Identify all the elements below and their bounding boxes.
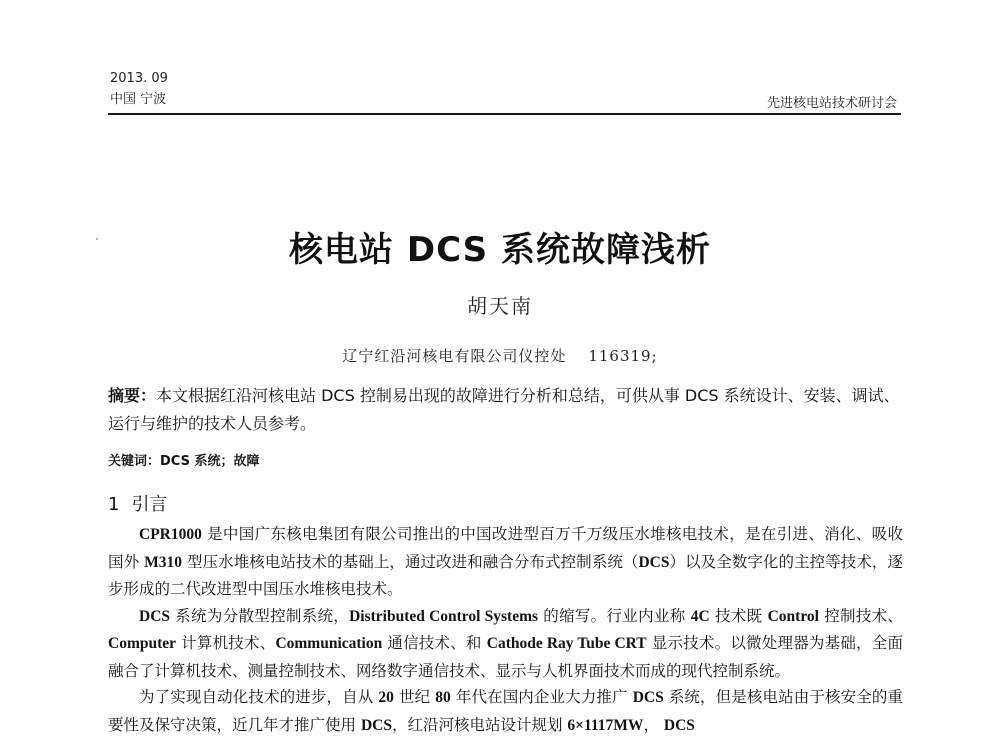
section-title: 引言 xyxy=(131,494,168,515)
p3-text-2: 世纪 xyxy=(398,688,431,706)
header-location: 中国 宁波 xyxy=(110,92,167,107)
postal-code: 116319; xyxy=(588,347,658,365)
paper-author: 胡天南 xyxy=(467,294,533,318)
p2-text-1: 系统为分散型控制系统， xyxy=(175,606,350,625)
header-divider xyxy=(108,113,901,115)
term-computer: Computer xyxy=(108,635,177,652)
term-crt: Cathode Ray Tube CRT xyxy=(486,635,647,652)
paragraph-1 xyxy=(108,521,903,603)
term-cpr1000: CPR1000 xyxy=(139,526,202,543)
affiliation-name: 辽宁红沿河核电有限公司仪控处 xyxy=(342,347,567,365)
term-control: Control xyxy=(767,607,819,625)
p1-text-1: 是中国广东核电集团有限公司推出的中国改进型百万千万级压水堆核电技术，是在引进、消化、吸收国外 xyxy=(108,525,903,571)
p3-text-4: 系统，但是核电站由于核安全的重要性及保守决策，近几年才推广使用 xyxy=(108,688,904,734)
paper-affiliation xyxy=(0,345,1000,366)
header-date: 2013. 09 xyxy=(110,71,168,86)
section-number: 1 xyxy=(108,494,120,515)
header-left xyxy=(110,68,168,110)
term-distributed-control-systems: Distributed Control Systems xyxy=(349,607,539,625)
term-dcs: DCS xyxy=(632,689,664,706)
p2-text-5: 计算机技术、 xyxy=(181,634,276,652)
term-capacity: 6×1117MW xyxy=(567,716,644,734)
keywords-text: DCS 系统；故障 xyxy=(160,454,260,469)
term-4c: 4C xyxy=(690,607,710,625)
p2-text-6: 通信技术、和 xyxy=(387,634,482,652)
paper-title: 核电站 DCS 系统故障浅析 xyxy=(289,230,711,270)
p2-text-4: 控制技术、 xyxy=(824,606,903,625)
p2-text-7: 显示技术。以微处理器为基础，全面融合了计算机技术、测量控制技术、网络数字通信技术、显示与人机界面技术而成的现代控制系统。 xyxy=(108,634,903,680)
p1-text-2: 型压水堆核电站技术的基础上，通过改进和融合分布式控制系统（ xyxy=(187,552,639,571)
abstract xyxy=(108,382,903,438)
term-communication: Communication xyxy=(275,635,383,652)
paragraph-3 xyxy=(108,684,903,739)
term-dcs: DCS xyxy=(360,716,392,734)
abstract-label: 摘要： xyxy=(108,386,157,405)
p3-text-6: ， xyxy=(643,715,659,734)
header-conference: 先进核电站技术研讨会 xyxy=(766,96,897,111)
p2-text-2: 的缩写。行业内业称 xyxy=(543,606,686,625)
p2-text-3: 技术既 xyxy=(714,606,763,625)
term-m310: M310 xyxy=(144,553,183,571)
num-20: 20 xyxy=(378,689,394,706)
keywords-label: 关键词： xyxy=(108,454,161,469)
keywords xyxy=(108,450,903,469)
section-body xyxy=(108,521,903,739)
abstract-text: 本文根据红沿河核电站 DCS 控制易出现的故障进行分析和总结，可供从事 DCS 系统设计、安装、调试、运行与维护的技术人员参考。 xyxy=(108,386,900,433)
p3-text-5: ，红沿河核电站设计规划 xyxy=(391,715,563,734)
p1-text-3: ）以及全数字化的主控等技术，逐步形成的二代改进型中国压水堆核电技术。 xyxy=(108,552,903,598)
term-dcs: DCS xyxy=(638,553,670,571)
paragraph-2 xyxy=(108,603,903,685)
section-heading xyxy=(108,490,167,516)
p3-text-3: 年代在国内企业大力推广 xyxy=(455,688,628,706)
num-80: 80 xyxy=(435,689,451,706)
term-dcs: DCS xyxy=(139,607,171,625)
p3-text-1: 为了实现自动化技术的进步，自从 xyxy=(139,688,374,706)
term-dcs: DCS xyxy=(663,716,695,734)
